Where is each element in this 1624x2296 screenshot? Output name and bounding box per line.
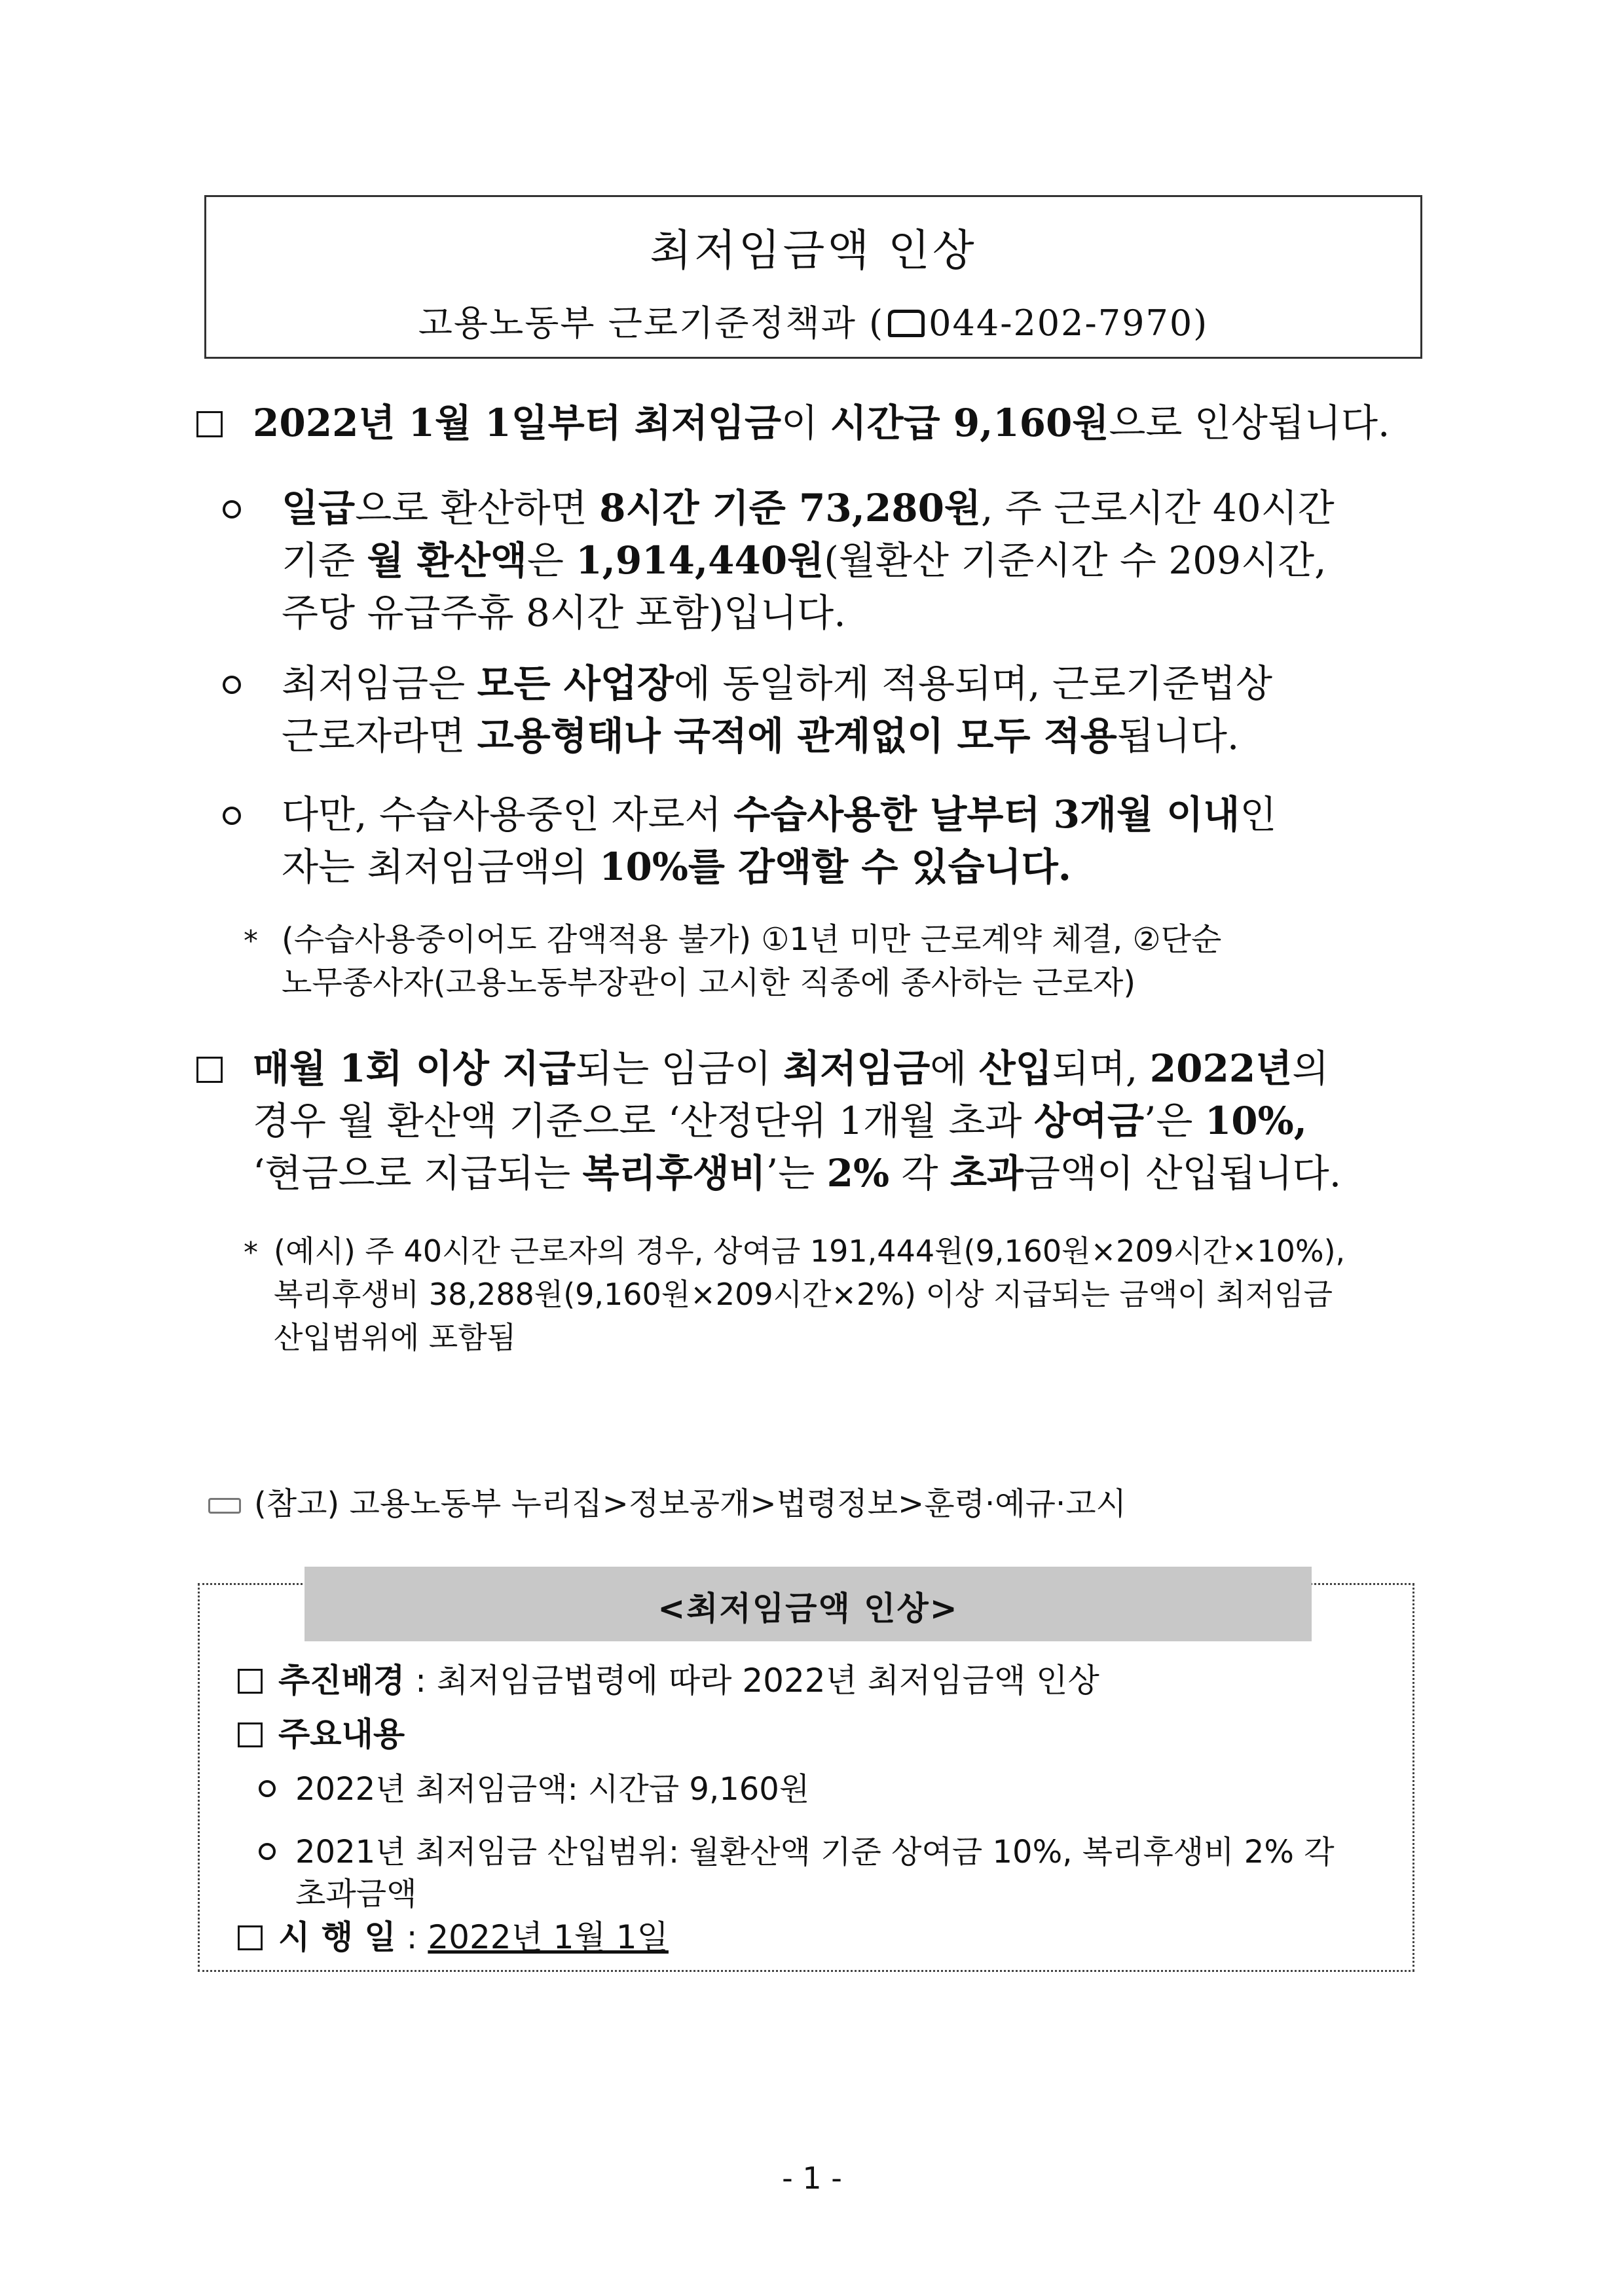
- text: 각: [889, 1151, 950, 1195]
- text: 경우 월 환산액 기준으로 ‘산정단위 1개월 초과: [253, 1099, 1034, 1143]
- text: 됩니다.: [1116, 714, 1240, 758]
- note-probation-exceptions: [282, 918, 1434, 1004]
- summary-main-heading: [278, 1713, 405, 1755]
- bold-text: 복리후생비: [582, 1151, 766, 1195]
- checkbox-square-icon: [196, 411, 223, 437]
- bullet-circle-icon: [259, 1780, 276, 1797]
- text-line: [282, 482, 1434, 534]
- bold-text: 주요내용: [278, 1715, 405, 1753]
- text-line: [282, 534, 1434, 587]
- note-asterisk: *: [244, 924, 258, 958]
- text: (월환산 기준시간 수 209시간,: [824, 538, 1327, 583]
- page-title: 최저임금액 인상: [650, 225, 977, 276]
- bold-text: 2%: [826, 1151, 890, 1195]
- summary-box: [198, 1583, 1414, 1972]
- bold-text: 8시간 기준 73,280원: [599, 486, 981, 530]
- date-value: 2022년 1월 1일: [428, 1918, 669, 1956]
- bold-text: 매월 1회 이상 지급: [253, 1046, 576, 1091]
- bold-text: 초과: [950, 1151, 1024, 1195]
- paragraph-daily-wage: [282, 482, 1434, 639]
- text-line: 노무종사자(고용노동부장관이 고시한 직종에 종사하는 근로자): [282, 964, 1136, 1001]
- text-line: (예시) 주 40시간 근로자의 경우, 상여금 191,444원(9,160원×209시간×10%),: [274, 1233, 1346, 1269]
- checkbox-square-icon: [238, 1722, 263, 1747]
- paragraph-application: [282, 657, 1434, 762]
- bold-text: 10%,: [1204, 1099, 1307, 1143]
- text: 인: [1240, 792, 1277, 837]
- checkbox-square-icon: [238, 1669, 263, 1694]
- bullet-circle-icon: [259, 1843, 276, 1860]
- phone-number: 044-202-7970): [929, 302, 1209, 344]
- section-inclusion-scope: [253, 1042, 1431, 1199]
- note-example: [274, 1230, 1439, 1359]
- text: 되는 임금이: [576, 1046, 784, 1091]
- text: 이: [781, 401, 830, 445]
- checkbox-square-icon: [196, 1057, 223, 1083]
- bold-text: 상여금: [1033, 1099, 1144, 1143]
- pointing-hand-icon: [208, 1498, 241, 1514]
- title-box: [204, 195, 1422, 359]
- bold-text: 산입: [978, 1046, 1052, 1091]
- reference-line: [208, 1478, 1126, 1523]
- summary-header: [304, 1567, 1312, 1641]
- bullet-circle-icon: [223, 807, 241, 825]
- bold-text: 2022년: [1149, 1046, 1293, 1091]
- bold-text: 1,914,440원: [576, 538, 824, 583]
- text: 최저임금은: [282, 661, 477, 706]
- page-number: - 1 -: [782, 2160, 842, 2196]
- text-line: [282, 657, 1434, 710]
- text-line: 2021년 최저임금 산입범위: 월환산액 기준 상여금 10%, 복리후생비 2% 각: [295, 1834, 1335, 1870]
- text: 기준: [282, 538, 367, 583]
- text: 에 동일하게 적용되며, 근로기준법상: [673, 661, 1273, 706]
- text: 금액이 산입됩니다.: [1024, 1151, 1342, 1195]
- text-line: [253, 1042, 1431, 1095]
- text: ‘현금으로 지급되는: [253, 1151, 583, 1195]
- phone-icon: [888, 310, 925, 337]
- bold-text: 추진배경: [278, 1662, 405, 1700]
- bold-text: 최저임금: [783, 1046, 931, 1091]
- note-asterisk: *: [244, 1236, 258, 1269]
- section-minimum-wage: [253, 397, 1431, 449]
- text: 근로자라면: [282, 714, 477, 758]
- bold-text: 고용형태나 국적에 관계없이 모두 적용: [477, 714, 1117, 758]
- bold-text: 10%를 감액할 수 있습니다.: [599, 845, 1071, 889]
- text: ’은: [1144, 1099, 1205, 1143]
- text-line: [282, 788, 1434, 841]
- text-line: [282, 710, 1434, 762]
- text: 에: [930, 1046, 979, 1091]
- text-line: (수습사용중이어도 감액적용 불가) ①1년 미만 근로계약 체결, ②단순: [282, 921, 1222, 958]
- bold-text: 시 행 일: [278, 1918, 396, 1956]
- text-line: [253, 1147, 1431, 1199]
- summary-effective-date: [278, 1916, 669, 1958]
- summary-title: <최저임금액 인상>: [657, 1590, 959, 1628]
- text-line: 산입범위에 포함됨: [274, 1320, 517, 1355]
- text-line: [253, 1095, 1431, 1147]
- text: 다만, 수습사용중인 자로서: [282, 792, 734, 837]
- summary-background: [278, 1660, 1099, 1702]
- summary-item: 2022년 최저임금액: 시간급 9,160원: [295, 1771, 810, 1808]
- bold-text: 2022년 1월 1일부터 최저임금: [253, 401, 781, 445]
- text: : 최저임금법령에 따라 2022년 최저임금액 인상: [405, 1662, 1099, 1700]
- text: :: [396, 1918, 428, 1956]
- department-name: 고용노동부 근로기준정책과 (: [418, 302, 885, 344]
- text: 자는 최저임금액의: [282, 845, 600, 889]
- text: 의: [1292, 1046, 1329, 1091]
- bold-text: 시간급 9,160원: [830, 401, 1109, 445]
- text: 되며,: [1052, 1046, 1150, 1091]
- summary-item: [295, 1831, 1402, 1915]
- text: 으로 환산하면: [355, 486, 600, 530]
- checkbox-square-icon: [238, 1925, 263, 1950]
- bold-text: 수습사용한 날부터 3개월 이내: [733, 792, 1240, 837]
- text-line: [282, 841, 1434, 893]
- bold-text: 월 환산액: [367, 538, 527, 583]
- text-line: 초과금액: [295, 1876, 417, 1912]
- text: , 주 근로시간 40시간: [980, 486, 1335, 530]
- text-line: 주당 유급주휴 8시간 포함)입니다.: [282, 591, 846, 635]
- text: 으로 인상됩니다.: [1109, 401, 1390, 445]
- bullet-circle-icon: [223, 500, 241, 519]
- bullet-circle-icon: [223, 676, 241, 694]
- bold-text: 모든 사업장: [477, 661, 674, 706]
- bold-text: 일급: [282, 486, 356, 530]
- paragraph-probation: [282, 788, 1434, 893]
- text: 은: [526, 538, 576, 583]
- reference-text: (참고) 고용노동부 누리집>정보공개>법령정보>훈령·예규·고시: [254, 1485, 1126, 1522]
- text: ’는: [766, 1151, 827, 1195]
- text-line: 복리후생비 38,288원(9,160원×209시간×2%) 이상 지급되는 금액이 최저임금: [274, 1277, 1333, 1312]
- department-contact: [206, 295, 1420, 346]
